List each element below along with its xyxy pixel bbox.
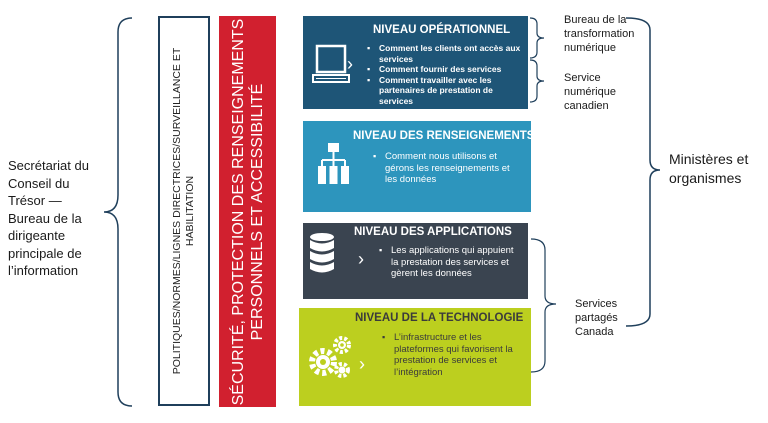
ministeres-label-line: organismes [669, 170, 742, 186]
left-label-line: l’information [8, 263, 79, 278]
level-item: ▪ Comment les clients ont accès aux services [367, 43, 525, 64]
ministeres-label-line: Ministères et [669, 151, 749, 167]
spc-label-line: Canada [575, 326, 614, 338]
service-label-line: numérique [564, 86, 616, 98]
level-title: NIVEAU DES RENSEIGNEMENTS [353, 130, 535, 142]
policy-label-line: HABILITATION [184, 175, 196, 247]
level-title: NIVEAU OPÉRATIONNEL [373, 24, 511, 36]
chevron-right-icon: › [359, 354, 365, 374]
bureau-label-line: Bureau de la [564, 14, 627, 26]
level-item: ▪ Les applications qui appuient la prestation des services et gèrent les données [379, 245, 519, 280]
spc-label-line: partagés [575, 312, 618, 324]
bureau-label [564, 13, 654, 55]
level-item: ▪ Comment fournir des services [367, 64, 525, 75]
chevron-right-icon: › [358, 249, 364, 269]
level-item: ▪ Comment travailler avec les partenaires de prestation de services [367, 75, 525, 107]
service-label-line: Service [564, 72, 601, 84]
left-label-line: dirigeante [8, 228, 66, 243]
level-item: ▪ Comment nous utilisons et gérons les renseignements et les données [373, 151, 513, 186]
service-label-line: canadien [564, 100, 609, 112]
level-title: NIVEAU DE LA TECHNOLOGIE [355, 312, 524, 324]
left-label-line: Secrétariat du [8, 158, 89, 173]
chevron-right-icon: › [347, 54, 353, 74]
left-label-line: Bureau de la [8, 210, 82, 226]
security-label-line: SÉCURITÉ, PROTECTION DES RENSEIGNEMENTS [229, 18, 247, 405]
left-label-line: principale de [8, 245, 82, 261]
spc-label [575, 297, 655, 339]
spc-label-line: Services [575, 298, 618, 310]
bureau-label-line: transformation [564, 28, 635, 40]
level-item: ▪ L’infrastructure et les plateformes qui favorisent la prestation de services et l’intégration [382, 332, 522, 378]
security-label-line: PERSONNELS ET ACCESSIBILITÉ [248, 83, 266, 340]
ministeres-label [669, 150, 768, 188]
left-label-line: Conseil du [8, 175, 70, 191]
level-title: NIVEAU DES APPLICATIONS [354, 226, 512, 238]
left-label-line: Trésor — [8, 193, 62, 208]
bureau-label-line: numérique [564, 42, 616, 54]
policy-label-line: POLITIQUES/NORMES/LIGNES DIRECTRICES/SURVEILLANCE ET [171, 47, 183, 375]
service-label [564, 71, 654, 113]
